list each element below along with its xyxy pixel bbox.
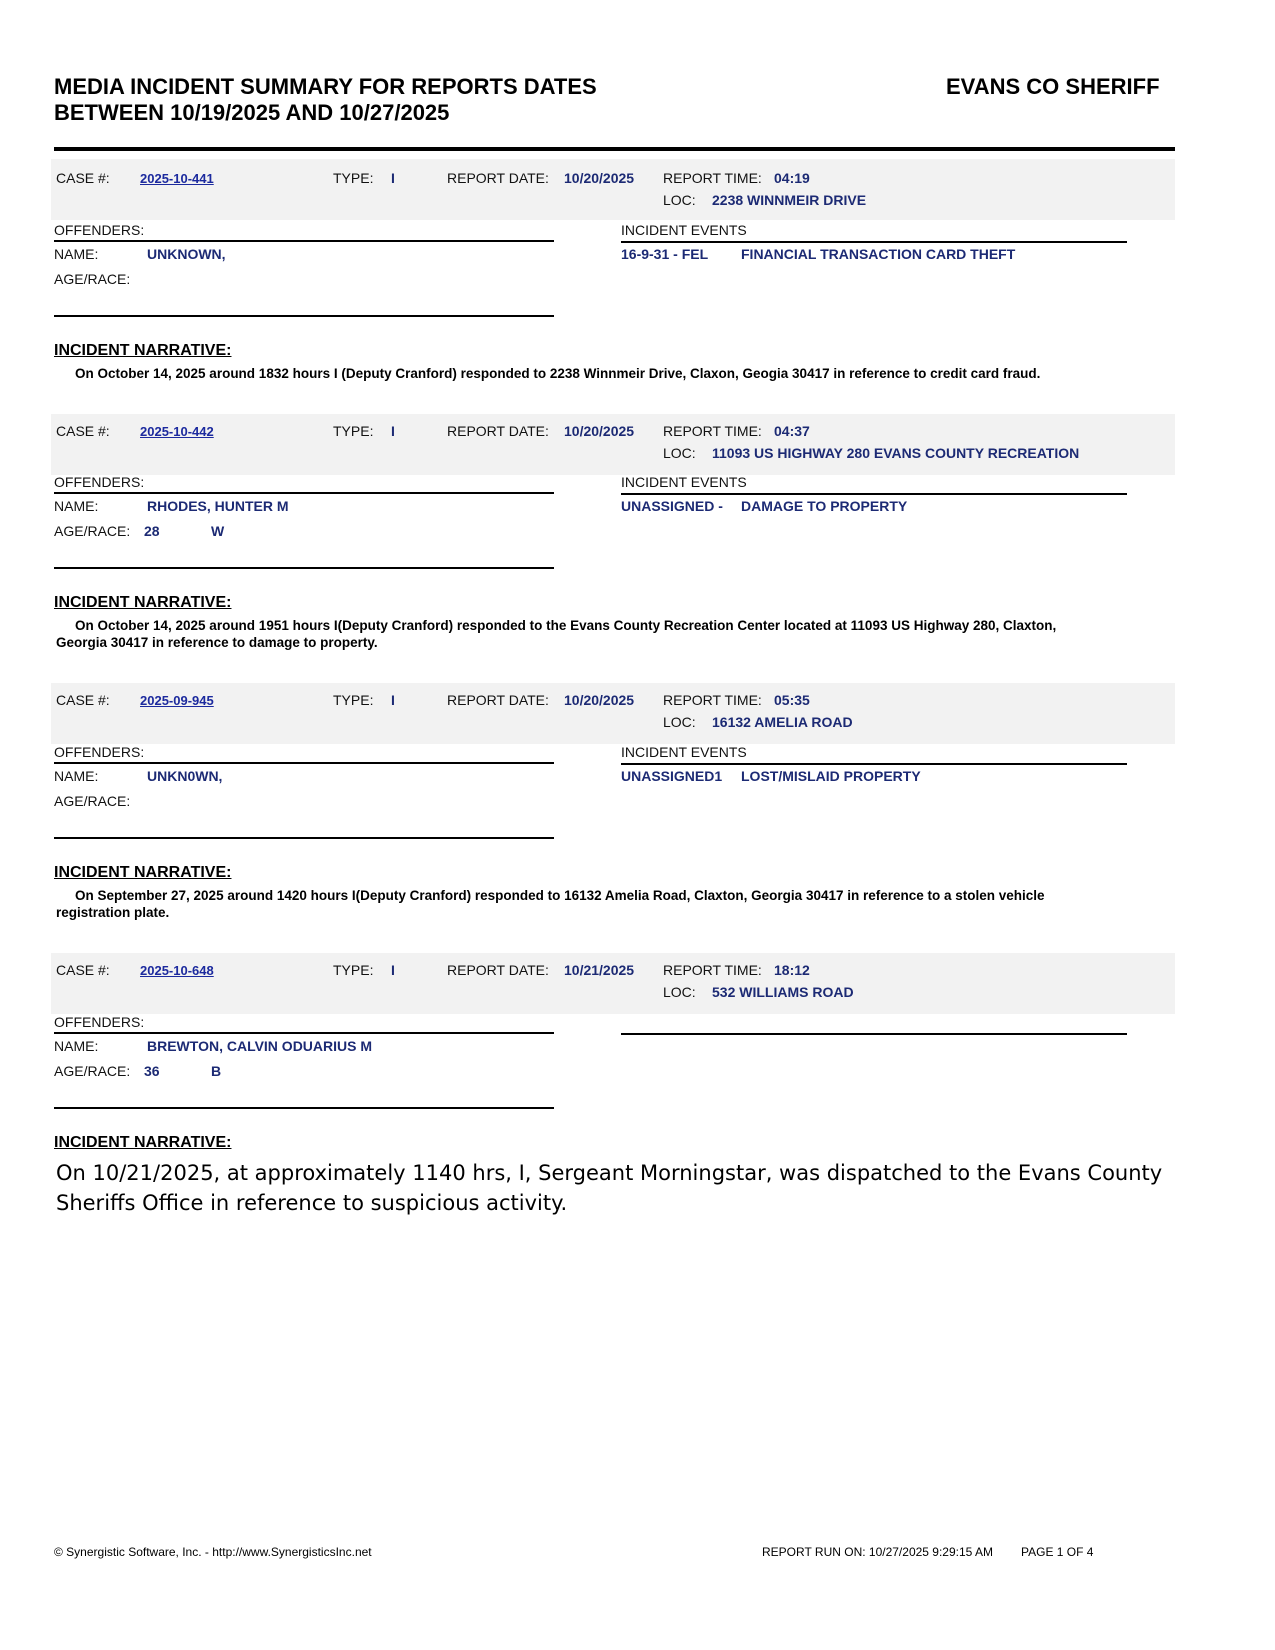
type-value: I xyxy=(391,692,395,708)
narrative-heading: INCIDENT NARRATIVE: xyxy=(54,1134,232,1151)
report-time-value: 18:12 xyxy=(774,962,810,978)
offender-name: RHODES, HUNTER M xyxy=(147,498,289,514)
report-date-value: 10/20/2025 xyxy=(564,692,635,708)
events-rule xyxy=(621,241,1127,243)
footer-run-on: REPORT RUN ON: 10/27/2025 9:29:15 AM xyxy=(762,1545,994,1559)
loc-label: LOC: xyxy=(663,984,696,1000)
report-date-value: 10/20/2025 xyxy=(564,423,635,439)
report-time-label: REPORT TIME: xyxy=(663,423,762,439)
report-date-label: REPORT DATE: xyxy=(447,692,549,708)
offender-age: 36 xyxy=(144,1063,160,1079)
type-label: TYPE: xyxy=(333,692,374,708)
type-label: TYPE: xyxy=(333,170,374,186)
case-number-link[interactable]: 2025-10-441 xyxy=(140,171,214,186)
report-date-value: 10/20/2025 xyxy=(564,170,635,186)
narrative-text: On October 14, 2025 around 1832 hours I (Deputy Cranford) responded to 2238 Winnmeir Drive, Claxon, Geogia 30417 in reference to credit card fraud. xyxy=(75,366,1041,381)
offenders-label: OFFENDERS: xyxy=(54,222,145,238)
events-rule xyxy=(621,493,1127,495)
report-title-line1: MEDIA INCIDENT SUMMARY FOR REPORTS DATES xyxy=(54,74,597,99)
report-date-value: 10/21/2025 xyxy=(564,962,635,978)
event-code: 16-9-31 - FEL xyxy=(621,246,709,262)
offenders-label: OFFENDERS: xyxy=(54,1014,145,1030)
age-race-label: AGE/RACE: xyxy=(54,523,131,539)
report-time-value: 05:35 xyxy=(774,692,810,708)
offenders-label: OFFENDERS: xyxy=(54,474,145,490)
incident-events-label: INCIDENT EVENTS xyxy=(621,474,747,490)
case-number-link[interactable]: 2025-10-442 xyxy=(140,424,214,439)
case-number-link[interactable]: 2025-09-945 xyxy=(140,693,214,708)
event-code: UNASSIGNED - xyxy=(621,498,723,514)
case-label: CASE #: xyxy=(56,692,110,708)
report-time-label: REPORT TIME: xyxy=(663,692,762,708)
report-time-value: 04:19 xyxy=(774,170,810,186)
offender-name: UNKN0WN, xyxy=(147,768,223,784)
event-code: UNASSIGNED1 xyxy=(621,768,723,784)
agency-name: EVANS CO SHERIFF xyxy=(946,74,1160,99)
offender-race: B xyxy=(211,1063,222,1079)
narrative-heading: INCIDENT NARRATIVE: xyxy=(54,594,232,611)
report-date-label: REPORT DATE: xyxy=(447,170,549,186)
offenders-rule xyxy=(54,492,554,494)
case-label: CASE #: xyxy=(56,423,110,439)
offenders-rule xyxy=(54,240,554,242)
narrative-text-line2: registration plate. xyxy=(56,905,170,920)
offender-age: 28 xyxy=(144,523,160,539)
offender-race: W xyxy=(211,523,225,539)
name-label: NAME: xyxy=(54,246,99,262)
case-label: CASE #: xyxy=(56,962,110,978)
loc-value: 2238 WINNMEIR DRIVE xyxy=(712,192,867,208)
type-value: I xyxy=(391,423,395,439)
report-time-label: REPORT TIME: xyxy=(663,170,762,186)
report-time-label: REPORT TIME: xyxy=(663,962,762,978)
loc-label: LOC: xyxy=(663,445,696,461)
offender-block-rule xyxy=(54,315,554,317)
age-race-label: AGE/RACE: xyxy=(54,271,131,287)
offenders-rule xyxy=(54,1032,554,1034)
name-label: NAME: xyxy=(54,498,99,514)
incident-events-label: INCIDENT EVENTS xyxy=(621,222,747,238)
report-date-label: REPORT DATE: xyxy=(447,962,549,978)
narrative-text-line2: Georgia 30417 in reference to damage to property. xyxy=(56,635,378,650)
age-race-label: AGE/RACE: xyxy=(54,793,131,809)
event-description: FINANCIAL TRANSACTION CARD THEFT xyxy=(741,246,1016,262)
event-description: LOST/MISLAID PROPERTY xyxy=(741,768,921,784)
offender-block-rule xyxy=(54,837,554,839)
offender-block-rule xyxy=(54,567,554,569)
type-value: I xyxy=(391,962,395,978)
type-label: TYPE: xyxy=(333,423,374,439)
offender-name: UNKNOWN, xyxy=(147,246,226,262)
events-rule xyxy=(621,1033,1127,1035)
header-divider xyxy=(54,147,1175,151)
name-label: NAME: xyxy=(54,1038,99,1054)
offender-block-rule xyxy=(54,1107,554,1109)
offenders-label: OFFENDERS: xyxy=(54,744,145,760)
narrative-heading: INCIDENT NARRATIVE: xyxy=(54,342,232,359)
loc-value: 16132 AMELIA ROAD xyxy=(712,714,853,730)
events-rule xyxy=(621,763,1127,765)
narrative-heading: INCIDENT NARRATIVE: xyxy=(54,864,232,881)
footer-copyright: © Synergistic Software, Inc. - http://www.SynergisticsInc.net xyxy=(54,1545,372,1559)
loc-value: 532 WILLIAMS ROAD xyxy=(712,984,854,1000)
report-title-line2: BETWEEN 10/19/2025 AND 10/27/2025 xyxy=(54,100,450,125)
type-label: TYPE: xyxy=(333,962,374,978)
incident-events-label: INCIDENT EVENTS xyxy=(621,744,747,760)
age-race-label: AGE/RACE: xyxy=(54,1063,131,1079)
case-number-link[interactable]: 2025-10-648 xyxy=(140,963,214,978)
loc-label: LOC: xyxy=(663,192,696,208)
narrative-text-line1: On October 14, 2025 around 1951 hours I(Deputy Cranford) responded to the Evans County Recreation Center located at 11093 US Highway 280, Claxton, xyxy=(75,618,1057,633)
loc-label: LOC: xyxy=(663,714,696,730)
case-header-bar xyxy=(51,159,1175,220)
type-value: I xyxy=(391,170,395,186)
case-label: CASE #: xyxy=(56,170,110,186)
loc-value: 11093 US HIGHWAY 280 EVANS COUNTY RECREATION xyxy=(712,445,1080,461)
narrative-text-line1: On September 27, 2025 around 1420 hours I(Deputy Cranford) responded to 16132 Amelia Road, Claxton, Georgia 30417 in reference to a stolen vehicle xyxy=(75,888,1045,903)
report-date-label: REPORT DATE: xyxy=(447,423,549,439)
event-description: DAMAGE TO PROPERTY xyxy=(741,498,908,514)
narrative-text-line2: Sheriffs Office in reference to suspicious activity. xyxy=(56,1191,568,1215)
offender-name: BREWTON, CALVIN ODUARIUS M xyxy=(147,1038,373,1054)
footer-page-number: PAGE 1 OF 4 xyxy=(1021,1545,1094,1559)
narrative-text-line1: On 10/21/2025, at approximately 1140 hrs, I, Sergeant Morningstar, was dispatched to the Evans County xyxy=(56,1161,1163,1185)
offenders-rule xyxy=(54,762,554,764)
name-label: NAME: xyxy=(54,768,99,784)
report-time-value: 04:37 xyxy=(774,423,810,439)
